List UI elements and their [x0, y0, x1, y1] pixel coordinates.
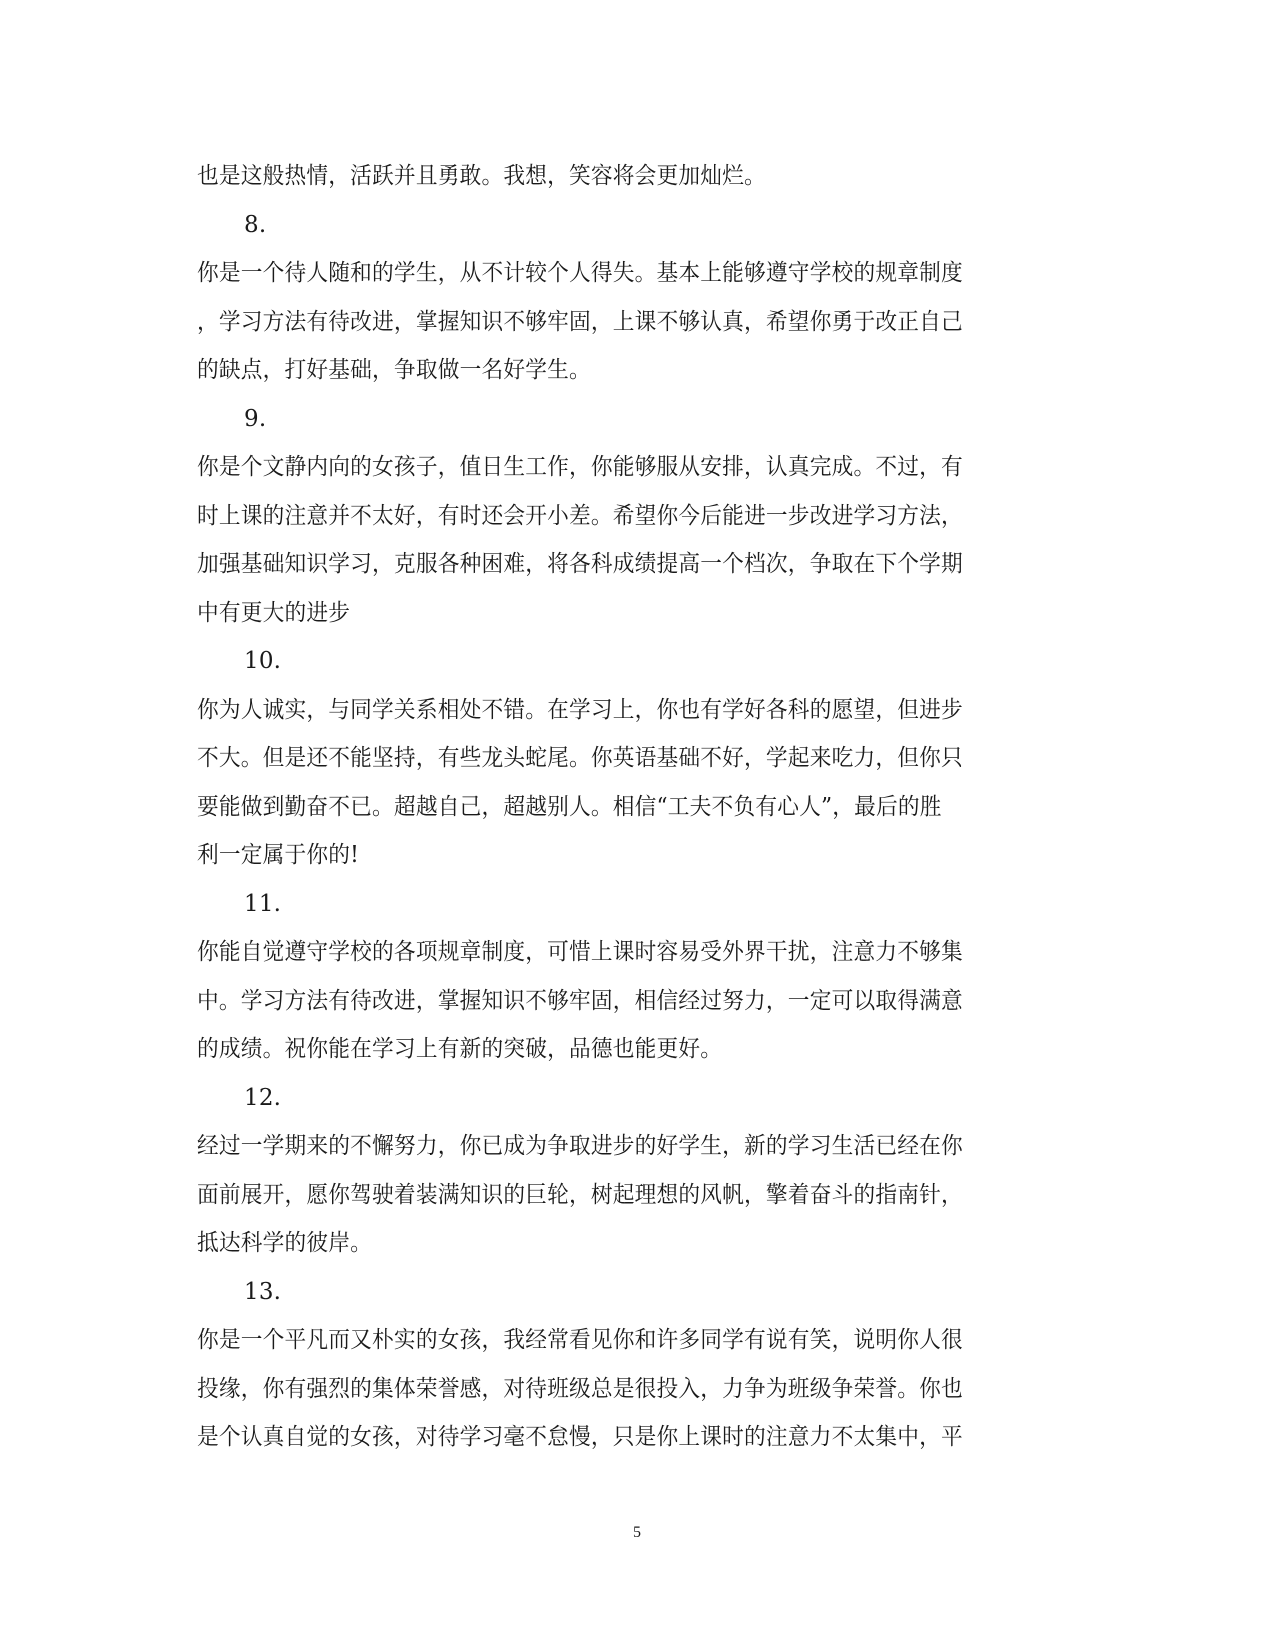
text-line: 加强基础知识学习，克服各种困难，将各科成绩提高一个档次，争取在下个学期: [197, 551, 963, 577]
text-line: 你是一个待人随和的学生，从不计较个人得失。基本上能够遵守学校的规章制度: [197, 260, 963, 286]
text-line: 要能做到勤奋不已。超越自己，超越别人。相信“工夫不负有心人”，最后的胜: [197, 793, 942, 820]
item-number: 11.: [244, 890, 282, 917]
text-line: 利一定属于你的!: [197, 842, 360, 868]
text-line: 的缺点，打好基础，争取做一名好学生。: [197, 357, 591, 383]
page-number: 5: [633, 1524, 641, 1541]
text-line: 投缘，你有强烈的集体荣誉感，对待班级总是很投入，力争为班级争荣誉。你也: [197, 1375, 963, 1402]
text-line: 不大。但是还不能坚持，有些龙头蛇尾。你英语基础不好，学起来吃力，但你只: [197, 745, 963, 771]
text-line: 的成绩。祝你能在学习上有新的突破，品德也能更好。: [197, 1036, 723, 1062]
item-number: 8.: [244, 211, 267, 238]
text-line: 抵达科学的彼岸。: [197, 1230, 373, 1256]
text-line: 你能自觉遵守学校的各项规章制度，可惜上课时容易受外界干扰，注意力不够集: [197, 939, 963, 965]
text-line: 你是一个平凡而又朴实的女孩，我经常看见你和许多同学有说有笑，说明你人很: [197, 1327, 963, 1353]
text-line: 是个认真自觉的女孩，对待学习毫不怠慢，只是你上课时的注意力不太集中，平: [197, 1424, 963, 1450]
text-line: 中。学习方法有待改进，掌握知识不够牢固，相信经过努力，一定可以取得满意: [197, 987, 963, 1014]
item-number: 10.: [244, 648, 282, 674]
text-line: 经过一学期来的不懈努力，你已成为争取进步的好学生，新的学习生活已经在你: [197, 1133, 963, 1159]
item-number: 13.: [244, 1278, 282, 1305]
text-line: 你为人诚实，与同学关系相处不错。在学习上，你也有学好各科的愿望，但进步: [197, 696, 963, 723]
text-line: 你是个文静内向的女孩子，值日生工作，你能够服从安排，认真完成。不过，有: [197, 454, 963, 480]
text-line: 中有更大的进步: [197, 599, 351, 626]
text-line: ，学习方法有待改进，掌握知识不够牢固，上课不够认真，希望你勇于改正自己: [197, 308, 963, 335]
text-line: 时上课的注意并不太好，有时还会开小差。希望你今后能进一步改进学习方法，: [197, 502, 963, 529]
item-number: 9.: [244, 405, 267, 432]
text-line: 也是这般热情，活跃并且勇敢。我想，笑容将会更加灿烂。: [197, 163, 766, 189]
text-line: 面前展开，愿你驾驶着装满知识的巨轮，树起理想的风帆，擎着奋斗的指南针，: [197, 1181, 963, 1208]
document-body: [197, 152, 1077, 1462]
item-number: 12.: [244, 1084, 282, 1111]
